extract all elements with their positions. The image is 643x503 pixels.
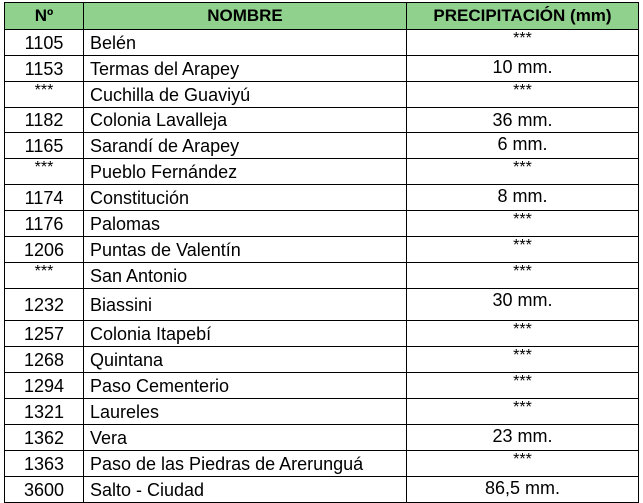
cell-name: Laureles [84,399,407,425]
cell-precip: *** [407,451,639,477]
table-row [5,425,639,451]
table-row [5,451,639,477]
table-row [5,82,639,108]
cell-precip: 6 mm. [407,133,639,159]
table-row [5,399,639,425]
cell-num: 1105 [5,30,84,56]
cell-num: 1257 [5,321,84,347]
table-row [5,237,639,263]
cell-name: Paso de las Piedras de Arerunguá [84,451,407,477]
cell-name: Puntas de Valentín [84,237,407,263]
table-row [5,321,639,347]
cell-num: 1232 [5,289,84,321]
cell-name: San Antonio [84,263,407,289]
cell-precip: 10 mm. [407,56,639,82]
cell-precip: 8 mm. [407,185,639,211]
cell-precip: 23 mm. [407,425,639,451]
cell-name: Vera [84,425,407,451]
cell-name: Cuchilla de Guaviyú [84,82,407,108]
table-row [5,108,639,133]
cell-name: Pueblo Fernández [84,159,407,185]
cell-num: 1165 [5,133,84,159]
cell-num: 1363 [5,451,84,477]
cell-precip: *** [407,399,639,425]
table-row [5,211,639,237]
cell-num: 1268 [5,347,84,373]
cell-num: 1153 [5,56,84,82]
cell-name: Palomas [84,211,407,237]
precipitation-table [4,2,639,503]
cell-name: Constitución [84,185,407,211]
cell-precip: *** [407,237,639,263]
cell-num: *** [5,159,84,185]
cell-num: 1321 [5,399,84,425]
table-row [5,263,639,289]
cell-name: Quintana [84,347,407,373]
cell-name: Colonia Lavalleja [84,108,407,133]
table-row [5,159,639,185]
header-precip: PRECIPITACIÓN (mm) [407,3,639,30]
cell-num: 3600 [5,477,84,503]
cell-name: Belén [84,30,407,56]
cell-name: Sarandí de Arapey [84,133,407,159]
table-row [5,56,639,82]
table-row [5,347,639,373]
cell-num: 1176 [5,211,84,237]
table-row [5,373,639,399]
cell-precip: 30 mm. [407,289,639,321]
cell-num: 1174 [5,185,84,211]
table-header-row [5,3,639,30]
cell-num: 1362 [5,425,84,451]
cell-precip: 36 mm. [407,108,639,133]
cell-precip: *** [407,373,639,399]
cell-precip: *** [407,211,639,237]
header-name: NOMBRE [84,3,407,30]
cell-precip: *** [407,321,639,347]
cell-name: Biassini [84,289,407,321]
cell-precip: *** [407,347,639,373]
cell-num: 1206 [5,237,84,263]
table-row [5,133,639,159]
header-num: Nº [5,3,84,30]
cell-name: Salto - Ciudad [84,477,407,503]
cell-precip: 86,5 mm. [407,477,639,503]
cell-num: 1182 [5,108,84,133]
cell-precip: *** [407,159,639,185]
cell-name: Termas del Arapey [84,56,407,82]
cell-precip: *** [407,30,639,56]
cell-name: Colonia Itapebí [84,321,407,347]
cell-precip: *** [407,263,639,289]
cell-name: Paso Cementerio [84,373,407,399]
cell-num: *** [5,263,84,289]
table-row [5,30,639,56]
cell-precip: *** [407,82,639,108]
cell-num: 1294 [5,373,84,399]
table-row [5,289,639,321]
cell-num: *** [5,82,84,108]
table-row [5,185,639,211]
